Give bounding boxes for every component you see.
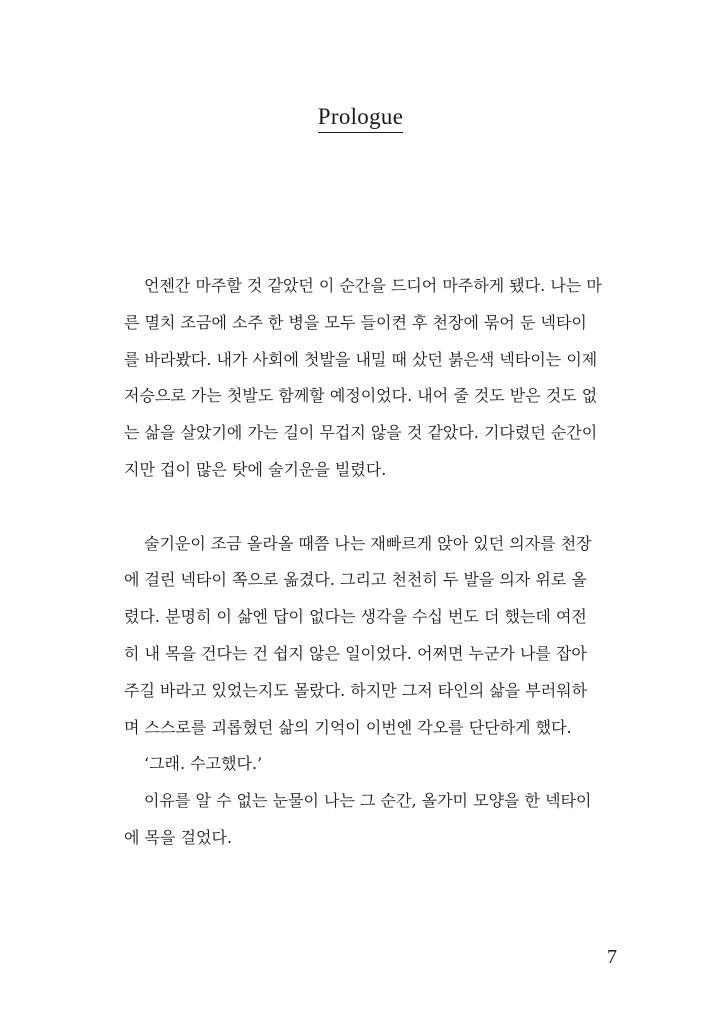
text-line: 에 목을 걸었다. <box>124 827 232 847</box>
text-line: 이유를 알 수 없는 눈물이 나는 그 순간, 올가미 모양을 한 넥타이 <box>144 791 592 811</box>
dialogue-quote: ‘그래. 수고했다.’ <box>144 754 263 774</box>
text-line: 언젠간 마주할 것 같았던 이 순간을 드디어 마주하게 됐다. 나는 마 <box>144 276 602 295</box>
text-line: 히 내 목을 건다는 건 쉽지 않은 일이었다. 어쩌면 누군가 나를 잡아 <box>124 643 587 663</box>
text-line: 렸다. 분명히 이 삶엔 답이 없다는 생각을 수십 번도 더 했는데 여전 <box>124 607 587 627</box>
body-text <box>124 268 620 857</box>
paragraph-2 <box>124 526 620 747</box>
chapter-title-text: Prologue <box>318 104 403 133</box>
page-number: 7 <box>607 946 617 968</box>
text-line: 른 멸치 조금에 소주 한 병을 모두 들이켠 후 천장에 묶어 둔 넥타이 <box>124 312 587 332</box>
text-line: 는 삶을 살았기에 가는 길이 무겁지 않을 것 같았다. 기다렸던 순간이 <box>124 423 598 443</box>
text-line: 에 걸린 넥타이 쪽으로 옮겼다. 그리고 천천히 두 발을 의자 위로 올 <box>124 570 587 590</box>
paragraph-3 <box>124 783 620 857</box>
text-line: 술기운이 조금 올라올 때쯤 나는 재빠르게 앉아 있던 의자를 천장 <box>144 533 592 553</box>
paragraph-gap <box>124 489 620 526</box>
chapter-title <box>0 104 721 133</box>
text-line: 며 스스로를 괴롭혔던 삶의 기억이 이번엔 각오를 단단하게 했다. <box>124 717 572 737</box>
text-line: 저승으로 가는 첫발도 함께할 예정이었다. 내어 줄 것도 받은 것도 없 <box>124 386 598 406</box>
paragraph-1 <box>124 268 620 489</box>
text-line: 지만 겁이 많은 탓에 술기운을 빌렸다. <box>124 459 387 479</box>
text-line: 를 바라봤다. 내가 사회에 첫발을 내밀 때 샀던 붉은색 넥타이는 이제 <box>124 349 598 369</box>
text-line: 주길 바라고 있었는지도 몰랐다. 하지만 그저 타인의 삶을 부러워하 <box>124 680 588 700</box>
